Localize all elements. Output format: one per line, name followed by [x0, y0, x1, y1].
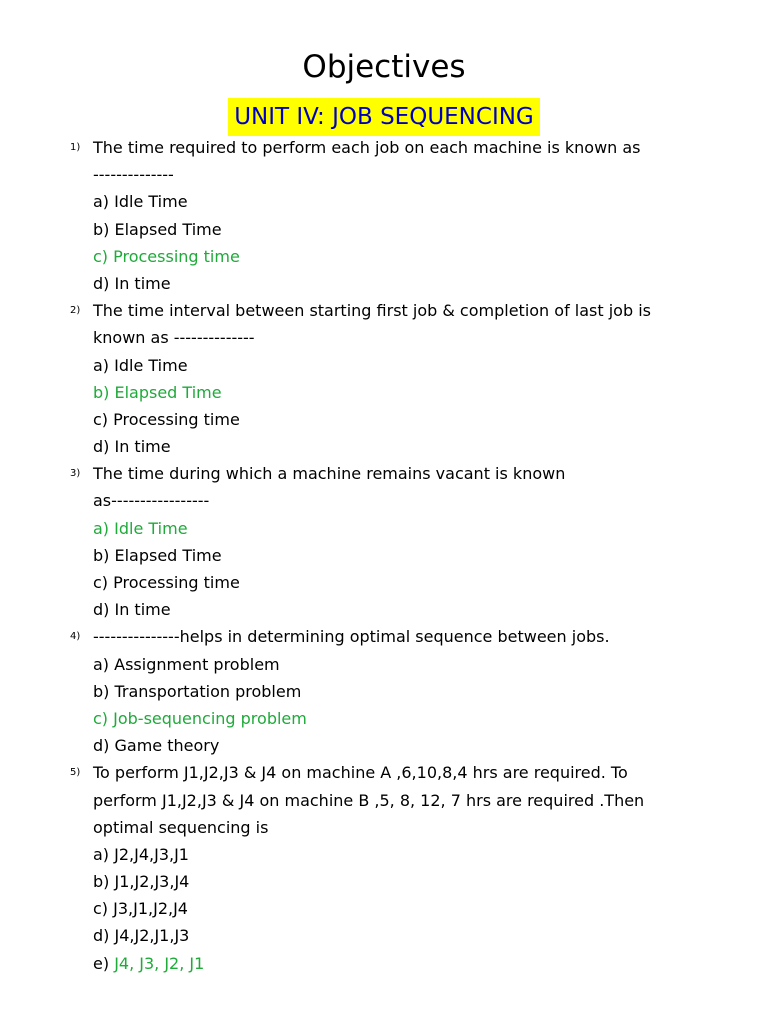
answer-option	[0, 868, 768, 895]
correct-answer-option	[0, 379, 768, 406]
question-number: 3)	[70, 468, 81, 480]
option-text: d) Game theory	[93, 736, 220, 756]
option-line	[93, 950, 204, 977]
answer-option	[0, 188, 768, 215]
question-item	[0, 297, 768, 460]
question-text: The time during which a machine remains vacant is known	[93, 464, 566, 484]
option-text: d) J4,J2,J1,J3	[93, 926, 190, 946]
option-text: c) Job-sequencing problem	[93, 708, 307, 728]
unit-heading-wrap	[0, 98, 768, 136]
question-list	[0, 134, 768, 977]
question-number: 5)	[70, 767, 81, 779]
question-item	[0, 759, 768, 977]
question-text-line	[0, 324, 768, 351]
question-text-line	[0, 623, 768, 650]
option-text: b) Elapsed Time	[93, 382, 222, 402]
question-text: optimal sequencing is	[93, 817, 269, 837]
option-text: a) Idle Time	[93, 355, 188, 375]
question-number: 2)	[70, 305, 81, 317]
correct-answer-option	[0, 243, 768, 270]
question-text-line	[0, 297, 768, 324]
question-text: ---------------helps in determining optimal sequence between jobs.	[93, 627, 610, 647]
answer-option	[0, 352, 768, 379]
question-text-line	[0, 814, 768, 841]
question-number: 1)	[70, 142, 81, 153]
option-label: e)	[93, 953, 110, 973]
answer-option	[0, 406, 768, 433]
question-text-line	[0, 487, 768, 514]
answer-option	[0, 542, 768, 569]
question-text: The time interval between starting first job & completion of last job is	[93, 301, 651, 321]
page-title: Objectives	[302, 49, 466, 85]
answer-option	[0, 651, 768, 678]
option-text: a) Assignment problem	[93, 654, 280, 674]
option-text: b) Elapsed Time	[93, 219, 222, 239]
answer-option	[0, 569, 768, 596]
option-text: d) In time	[93, 437, 171, 457]
option-text: c) Processing time	[93, 573, 240, 592]
question-text-line	[0, 787, 768, 814]
option-text: b) Elapsed Time	[93, 545, 222, 565]
option-text: a) J2,J4,J3,J1	[93, 844, 189, 864]
answer-option	[0, 678, 768, 705]
option-text: d) In time	[93, 273, 171, 293]
answer-option	[0, 841, 768, 868]
option-text: J4, J3, J2, J1	[114, 953, 205, 973]
option-text: c) J3,J1,J2,J4	[93, 899, 188, 919]
option-text: a) Idle Time	[93, 518, 188, 538]
question-text-line	[0, 134, 768, 161]
question-text-line	[0, 460, 768, 487]
answer-option	[0, 895, 768, 922]
option-text: b) J1,J2,J3,J4	[93, 872, 190, 892]
answer-option	[0, 270, 768, 297]
question-text-line	[0, 161, 768, 188]
option-text: c) Processing time	[93, 246, 240, 266]
question-text: --------------	[93, 165, 174, 185]
correct-answer-option	[0, 705, 768, 732]
option-text: b) Transportation problem	[93, 681, 302, 701]
question-text: as-----------------	[93, 491, 210, 511]
answer-option	[0, 596, 768, 623]
unit-heading: UNIT IV: JOB SEQUENCING	[228, 98, 540, 136]
option-text: d) In time	[93, 600, 171, 620]
answer-option	[0, 922, 768, 949]
option-text: c) Processing time	[93, 409, 240, 429]
answer-option	[0, 433, 768, 460]
question-text-line	[0, 759, 768, 786]
question-item	[0, 460, 768, 623]
question-number: 4)	[70, 631, 81, 643]
option-text: a) Idle Time	[93, 192, 188, 212]
answer-option	[0, 216, 768, 243]
question-item	[0, 623, 768, 759]
answer-option	[0, 732, 768, 759]
question-item	[0, 134, 768, 297]
question-text: To perform J1,J2,J3 & J4 on machine A ,6,10,8,4 hrs are required. To	[93, 763, 628, 783]
question-text: The time required to perform each job on each machine is known as	[93, 138, 641, 157]
correct-answer-option	[0, 515, 768, 542]
correct-answer-option	[0, 950, 768, 977]
question-text: known as --------------	[93, 328, 255, 348]
question-text: perform J1,J2,J3 & J4 on machine B ,5, 8, 12, 7 hrs are required .Then	[93, 790, 645, 810]
